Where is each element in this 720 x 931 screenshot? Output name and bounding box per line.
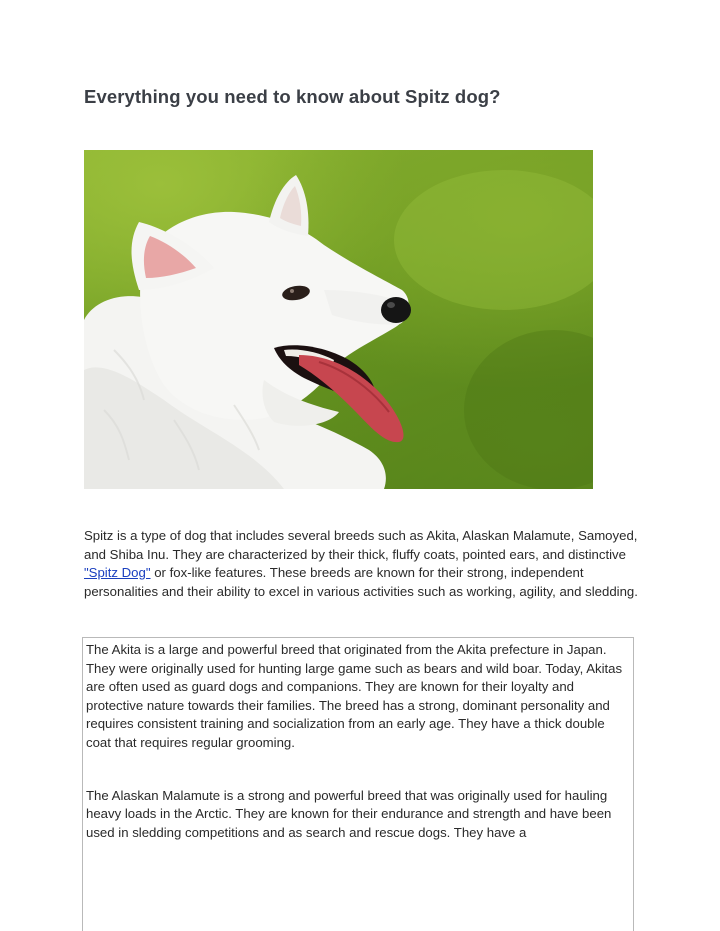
spitz-dog-link[interactable]: "Spitz Dog" (84, 565, 151, 581)
intro-paragraph (84, 527, 640, 601)
intro-text-part2: or fox-like features. These breeds are known for their strong, independent personalities and their ability to excel in various activities such as working, agility, and sledding. (84, 565, 638, 599)
breed-details-box (82, 637, 634, 931)
malamute-paragraph: The Alaskan Malamute is a strong and powerful breed that was originally used for hauling heavy loads in the Arctic. They are known for their endurance and strength and have been used in sledding competitions and as search and rescue dogs. They have a (86, 787, 612, 840)
page-title: Everything you need to know about Spitz dog? (84, 86, 501, 107)
spitz-dog-image (84, 150, 593, 489)
intro-text-part1: Spitz is a type of dog that includes several breeds such as Akita, Alaskan Malamute, Samoyed, and Shiba Inu. They are characterized by their thick, fluffy coats, pointed ears, and distinctive (84, 528, 638, 562)
akita-paragraph: The Akita is a large and powerful breed that originated from the Akita prefecture in Japan. They were originally used for hunting large game such as bears and wild boar. Today, Akitas are often used as guard dogs and companions. They are known for their loyalty and protective nature towards their families. The breed has a strong, dominant personality and requires consistent training and socialization from an early age. They have a thick double coat that requires regular grooming. (86, 642, 623, 750)
